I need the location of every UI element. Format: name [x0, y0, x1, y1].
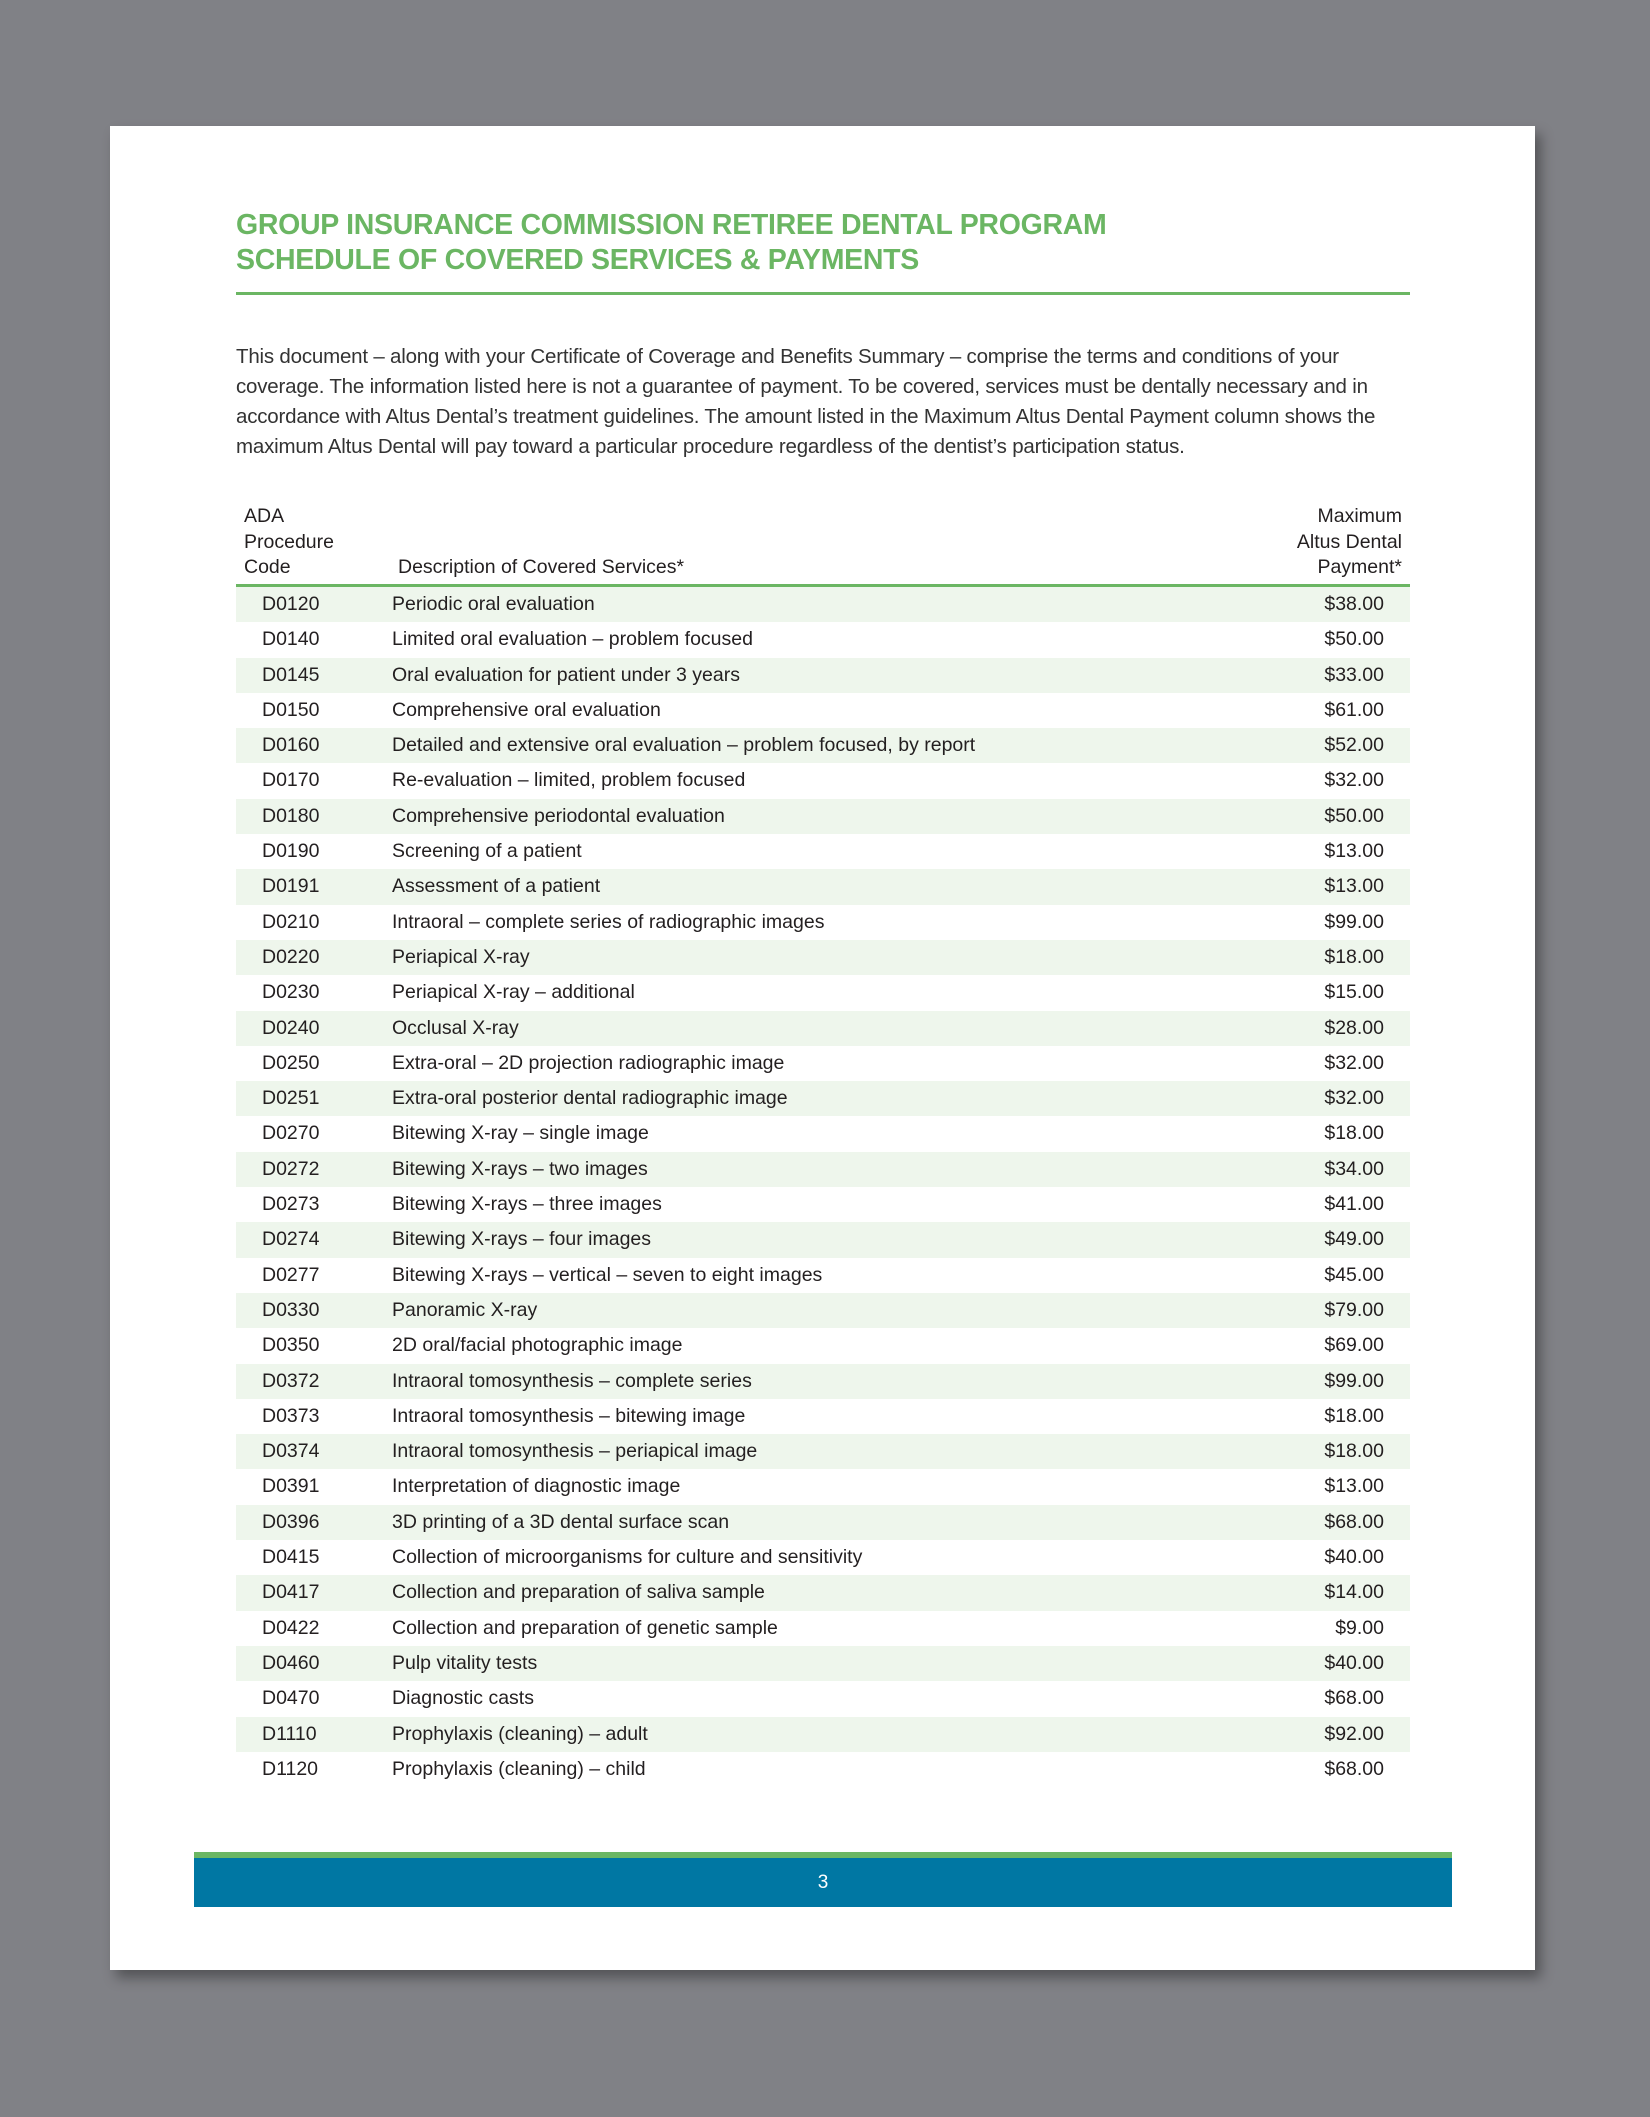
- max-payment: $28.00: [1324, 1016, 1384, 1039]
- title-line-1: GROUP INSURANCE COMMISSION RETIREE DENTAL PROGRAM: [236, 209, 1107, 241]
- table-row: [236, 975, 1410, 1010]
- procedure-code: D0422: [262, 1616, 320, 1639]
- table-row: [236, 1046, 1410, 1081]
- table-header: [236, 504, 1410, 584]
- max-payment: $50.00: [1324, 804, 1384, 827]
- procedure-code: D0145: [262, 663, 320, 686]
- max-payment: $18.00: [1324, 1122, 1384, 1145]
- service-description: Intraoral – complete series of radiographic images: [392, 910, 825, 933]
- procedure-code: D0160: [262, 734, 320, 757]
- procedure-code: D0120: [262, 593, 320, 615]
- table-row: [236, 728, 1410, 763]
- max-payment: $50.00: [1324, 628, 1384, 651]
- procedure-code: D0240: [262, 1016, 320, 1039]
- procedure-code: D0273: [262, 1193, 320, 1216]
- max-payment: $13.00: [1324, 1475, 1384, 1498]
- procedure-code: D0372: [262, 1369, 320, 1392]
- service-description: Periapical X-ray – additional: [392, 981, 635, 1004]
- table-row: [236, 1293, 1410, 1328]
- max-payment: $34.00: [1324, 1157, 1384, 1180]
- service-description: Intraoral tomosynthesis – periapical image: [392, 1440, 758, 1463]
- table-row: [236, 1681, 1410, 1716]
- table-row: [236, 905, 1410, 940]
- table-row: [236, 1434, 1410, 1469]
- service-description: Periapical X-ray: [392, 945, 530, 968]
- procedure-code: D0470: [262, 1687, 320, 1710]
- max-payment: $49.00: [1324, 1228, 1384, 1251]
- service-description: 3D printing of a 3D dental surface scan: [392, 1510, 730, 1533]
- service-description: Interpretation of diagnostic image: [392, 1475, 681, 1498]
- intro-paragraph: This document – along with your Certificate of Coverage and Benefits Summary – comprise the terms and conditions of your coverage. The information listed here is not a guarantee of payment. To be covered, services must be dentally necessary and in accordance with Altus Dental’s treatment guidelines. The amount listed in the Maximum Altus Dental Payment column shows the maximum Altus Dental will pay toward a particular procedure regardless of the dentist’s participation status.: [236, 345, 1376, 458]
- table-row: [236, 1364, 1410, 1399]
- procedure-code: D0277: [262, 1263, 320, 1286]
- max-payment: $79.00: [1324, 1298, 1384, 1321]
- service-description: Bitewing X-rays – two images: [392, 1157, 648, 1180]
- table-row: [236, 763, 1410, 798]
- service-description: Bitewing X-rays – three images: [392, 1193, 662, 1216]
- service-description: Diagnostic casts: [392, 1687, 534, 1710]
- table-row: [236, 1611, 1410, 1646]
- max-payment: $40.00: [1324, 1546, 1384, 1569]
- page-title: [236, 208, 1106, 278]
- service-description: Comprehensive oral evaluation: [392, 698, 661, 721]
- service-description: Collection of microorganisms for culture and sensitivity: [392, 1546, 863, 1569]
- procedure-code: D0417: [262, 1581, 320, 1604]
- table-row: [236, 1752, 1410, 1787]
- header-code-line: ADA: [244, 505, 285, 527]
- table-row: [236, 1152, 1410, 1187]
- max-payment: $68.00: [1324, 1757, 1384, 1780]
- header-description: Description of Covered Services*: [398, 556, 685, 578]
- procedure-code: D0374: [262, 1440, 320, 1463]
- max-payment: $41.00: [1324, 1193, 1384, 1216]
- max-payment: $13.00: [1324, 840, 1384, 863]
- header-payment-line: Maximum: [1317, 505, 1402, 527]
- table-row: [236, 1116, 1410, 1151]
- procedure-code: D0140: [262, 628, 320, 651]
- service-description: Intraoral tomosynthesis – bitewing image: [392, 1404, 746, 1427]
- table-row: [236, 1222, 1410, 1257]
- title-divider: [236, 292, 1410, 295]
- max-payment: $18.00: [1324, 1440, 1384, 1463]
- procedure-code: D0373: [262, 1404, 320, 1427]
- procedure-code: D0150: [262, 698, 320, 721]
- procedure-code: D1110: [262, 1722, 317, 1745]
- max-payment: $18.00: [1324, 945, 1384, 968]
- max-payment: $15.00: [1324, 981, 1384, 1004]
- table-row: [236, 658, 1410, 693]
- max-payment: $9.00: [1335, 1616, 1384, 1639]
- header-payment-line: Payment*: [1317, 556, 1402, 578]
- services-table: [236, 587, 1410, 1787]
- service-description: Extra-oral posterior dental radiographic image: [392, 1087, 788, 1110]
- table-row: [236, 587, 1410, 622]
- table-row: [236, 834, 1410, 869]
- max-payment: $99.00: [1324, 910, 1384, 933]
- header-payment-line: Altus Dental: [1296, 530, 1402, 553]
- max-payment: $13.00: [1324, 875, 1384, 898]
- procedure-code: D0415: [262, 1546, 320, 1569]
- max-payment: $52.00: [1324, 734, 1384, 757]
- service-description: Collection and preparation of genetic sample: [392, 1616, 778, 1639]
- service-description: Extra-oral – 2D projection radiographic image: [392, 1051, 785, 1074]
- table-row: [236, 799, 1410, 834]
- procedure-code: D0272: [262, 1157, 320, 1180]
- service-description: 2D oral/facial photographic image: [392, 1334, 683, 1357]
- service-description: Oral evaluation for patient under 3 years: [392, 663, 740, 686]
- procedure-code: D0330: [262, 1298, 320, 1321]
- table-row: [236, 1469, 1410, 1504]
- service-description: Collection and preparation of saliva sample: [392, 1581, 765, 1604]
- header-payment: [1297, 504, 1402, 581]
- page-number: 3: [817, 1872, 829, 1893]
- procedure-code: D0270: [262, 1122, 320, 1145]
- title-line-2: SCHEDULE OF COVERED SERVICES & PAYMENTS: [236, 244, 919, 276]
- service-description: Assessment of a patient: [392, 875, 601, 898]
- procedure-code: D0274: [262, 1228, 320, 1251]
- max-payment: $18.00: [1324, 1404, 1384, 1427]
- service-description: Periodic oral evaluation: [392, 593, 595, 615]
- table-row: [236, 1646, 1410, 1681]
- table-row: [236, 940, 1410, 975]
- max-payment: $40.00: [1324, 1651, 1384, 1674]
- procedure-code: D0391: [262, 1475, 320, 1498]
- table-row: [236, 1717, 1410, 1752]
- service-description: Bitewing X-rays – vertical – seven to eight images: [392, 1263, 823, 1286]
- service-description: Panoramic X-ray: [392, 1298, 538, 1321]
- max-payment: $61.00: [1324, 698, 1384, 721]
- table-row: [236, 1399, 1410, 1434]
- table-row: [236, 1081, 1410, 1116]
- table-row: [236, 1258, 1410, 1293]
- header-code-line: Code: [244, 556, 291, 578]
- max-payment: $69.00: [1324, 1334, 1384, 1357]
- procedure-code: D1120: [262, 1757, 319, 1780]
- procedure-code: D0250: [262, 1051, 320, 1074]
- max-payment: $99.00: [1324, 1369, 1384, 1392]
- service-description: Pulp vitality tests: [392, 1651, 538, 1674]
- max-payment: $32.00: [1324, 769, 1384, 792]
- table-row: [236, 622, 1410, 657]
- procedure-code: D0460: [262, 1651, 320, 1674]
- max-payment: $32.00: [1324, 1087, 1384, 1110]
- max-payment: $32.00: [1324, 1051, 1384, 1074]
- procedure-code: D0230: [262, 981, 320, 1004]
- service-description: Prophylaxis (cleaning) – adult: [392, 1722, 648, 1745]
- max-payment: $68.00: [1324, 1687, 1384, 1710]
- max-payment: $33.00: [1324, 663, 1384, 686]
- table-row: [236, 1011, 1410, 1046]
- procedure-code: D0251: [262, 1087, 320, 1110]
- max-payment: $38.00: [1324, 593, 1384, 615]
- service-description: Intraoral tomosynthesis – complete series: [392, 1369, 752, 1392]
- procedure-code: D0396: [262, 1510, 320, 1533]
- max-payment: $92.00: [1324, 1722, 1384, 1745]
- header-code-line: Procedure: [244, 530, 334, 553]
- service-description: Detailed and extensive oral evaluation – problem focused, by report: [392, 734, 976, 757]
- table-row: [236, 1540, 1410, 1575]
- table-row: [236, 693, 1410, 728]
- procedure-code: D0170: [262, 769, 320, 792]
- service-description: Bitewing X-ray – single image: [392, 1122, 649, 1145]
- table-row: [236, 869, 1410, 904]
- procedure-code: D0350: [262, 1334, 320, 1357]
- service-description: Prophylaxis (cleaning) – child: [392, 1757, 646, 1780]
- table-row: [236, 1328, 1410, 1363]
- max-payment: $14.00: [1324, 1581, 1384, 1604]
- max-payment: $45.00: [1324, 1263, 1384, 1286]
- service-description: Limited oral evaluation – problem focused: [392, 628, 753, 651]
- footer-bar: [194, 1858, 1452, 1907]
- service-description: Occlusal X-ray: [392, 1016, 519, 1039]
- service-description: Re-evaluation – limited, problem focused: [392, 769, 746, 792]
- document-page: [110, 126, 1535, 1970]
- procedure-code: D0210: [262, 910, 320, 933]
- procedure-code: D0191: [262, 875, 320, 898]
- procedure-code: D0180: [262, 804, 320, 827]
- service-description: Bitewing X-rays – four images: [392, 1228, 652, 1251]
- header-code: [244, 504, 334, 581]
- service-description: Screening of a patient: [392, 840, 582, 863]
- service-description: Comprehensive periodontal evaluation: [392, 804, 725, 827]
- procedure-code: D0190: [262, 840, 320, 863]
- max-payment: $68.00: [1324, 1510, 1384, 1533]
- table-row: [236, 1187, 1410, 1222]
- table-row: [236, 1575, 1410, 1610]
- procedure-code: D0220: [262, 945, 320, 968]
- table-row: [236, 1505, 1410, 1540]
